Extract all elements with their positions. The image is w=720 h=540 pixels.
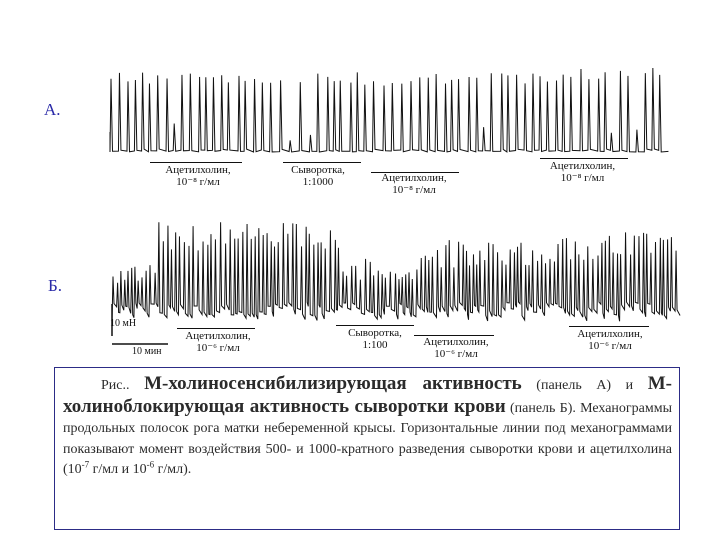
scale-label-vertical: 10 мН <box>110 318 137 329</box>
figure-caption: Рис.. М-холиносенсибилизирующая активность (панель А) и М-холиноблокирующая активность сыворотки крови (панель Б). Механограммы продольных полосок рога матки небеременной крысы. Горизонтальные линии под механограммами показывают момент воздействия 500- и 1000-кратного разведения сыворотки крови и ацетилхолина ($10^{-7}$ г/мл и $10^{-6}$ г/мл). <box>54 367 680 530</box>
panel-b-annotation-2: Сыворотка, 1:100 <box>348 327 402 351</box>
panel-a-annotation-3: Ацетилхолин, 10⁻⁸ г/мл <box>381 172 447 196</box>
scale-label-horizontal: 10 мин <box>132 346 162 357</box>
panel-b-annotation-3: Ацетилхолин, 10⁻⁶ г/мл <box>423 336 489 360</box>
caption-term-2: М-холиноблокирующая активность сыворотки крови <box>63 373 672 417</box>
caption-term-1: М-холиносенсибилизирующая активность <box>144 373 522 394</box>
panel-a-annotation-4: Ацетилхолин, 10⁻⁸ г/мл <box>549 160 616 184</box>
panel-a-annotation-1: Ацетилхолин, 10⁻⁸ г/мл <box>165 164 231 188</box>
panel-b-exposure-line-1 <box>177 328 255 329</box>
panel-a-label: А. <box>44 100 61 119</box>
panel-b-exposure-line-2 <box>336 325 414 326</box>
panel-b-annotation-1: Ацетилхолин, 10⁻⁶ г/мл <box>185 330 251 354</box>
panel-b-annotation-4: Ацетилхолин, 10⁻⁶ г/мл <box>577 328 643 352</box>
panel-b-label: Б. <box>48 276 63 295</box>
panel-a-annotation-2: Сыворотка, 1:1000 <box>291 164 345 188</box>
panel-b-exposure-line-4 <box>569 326 649 327</box>
